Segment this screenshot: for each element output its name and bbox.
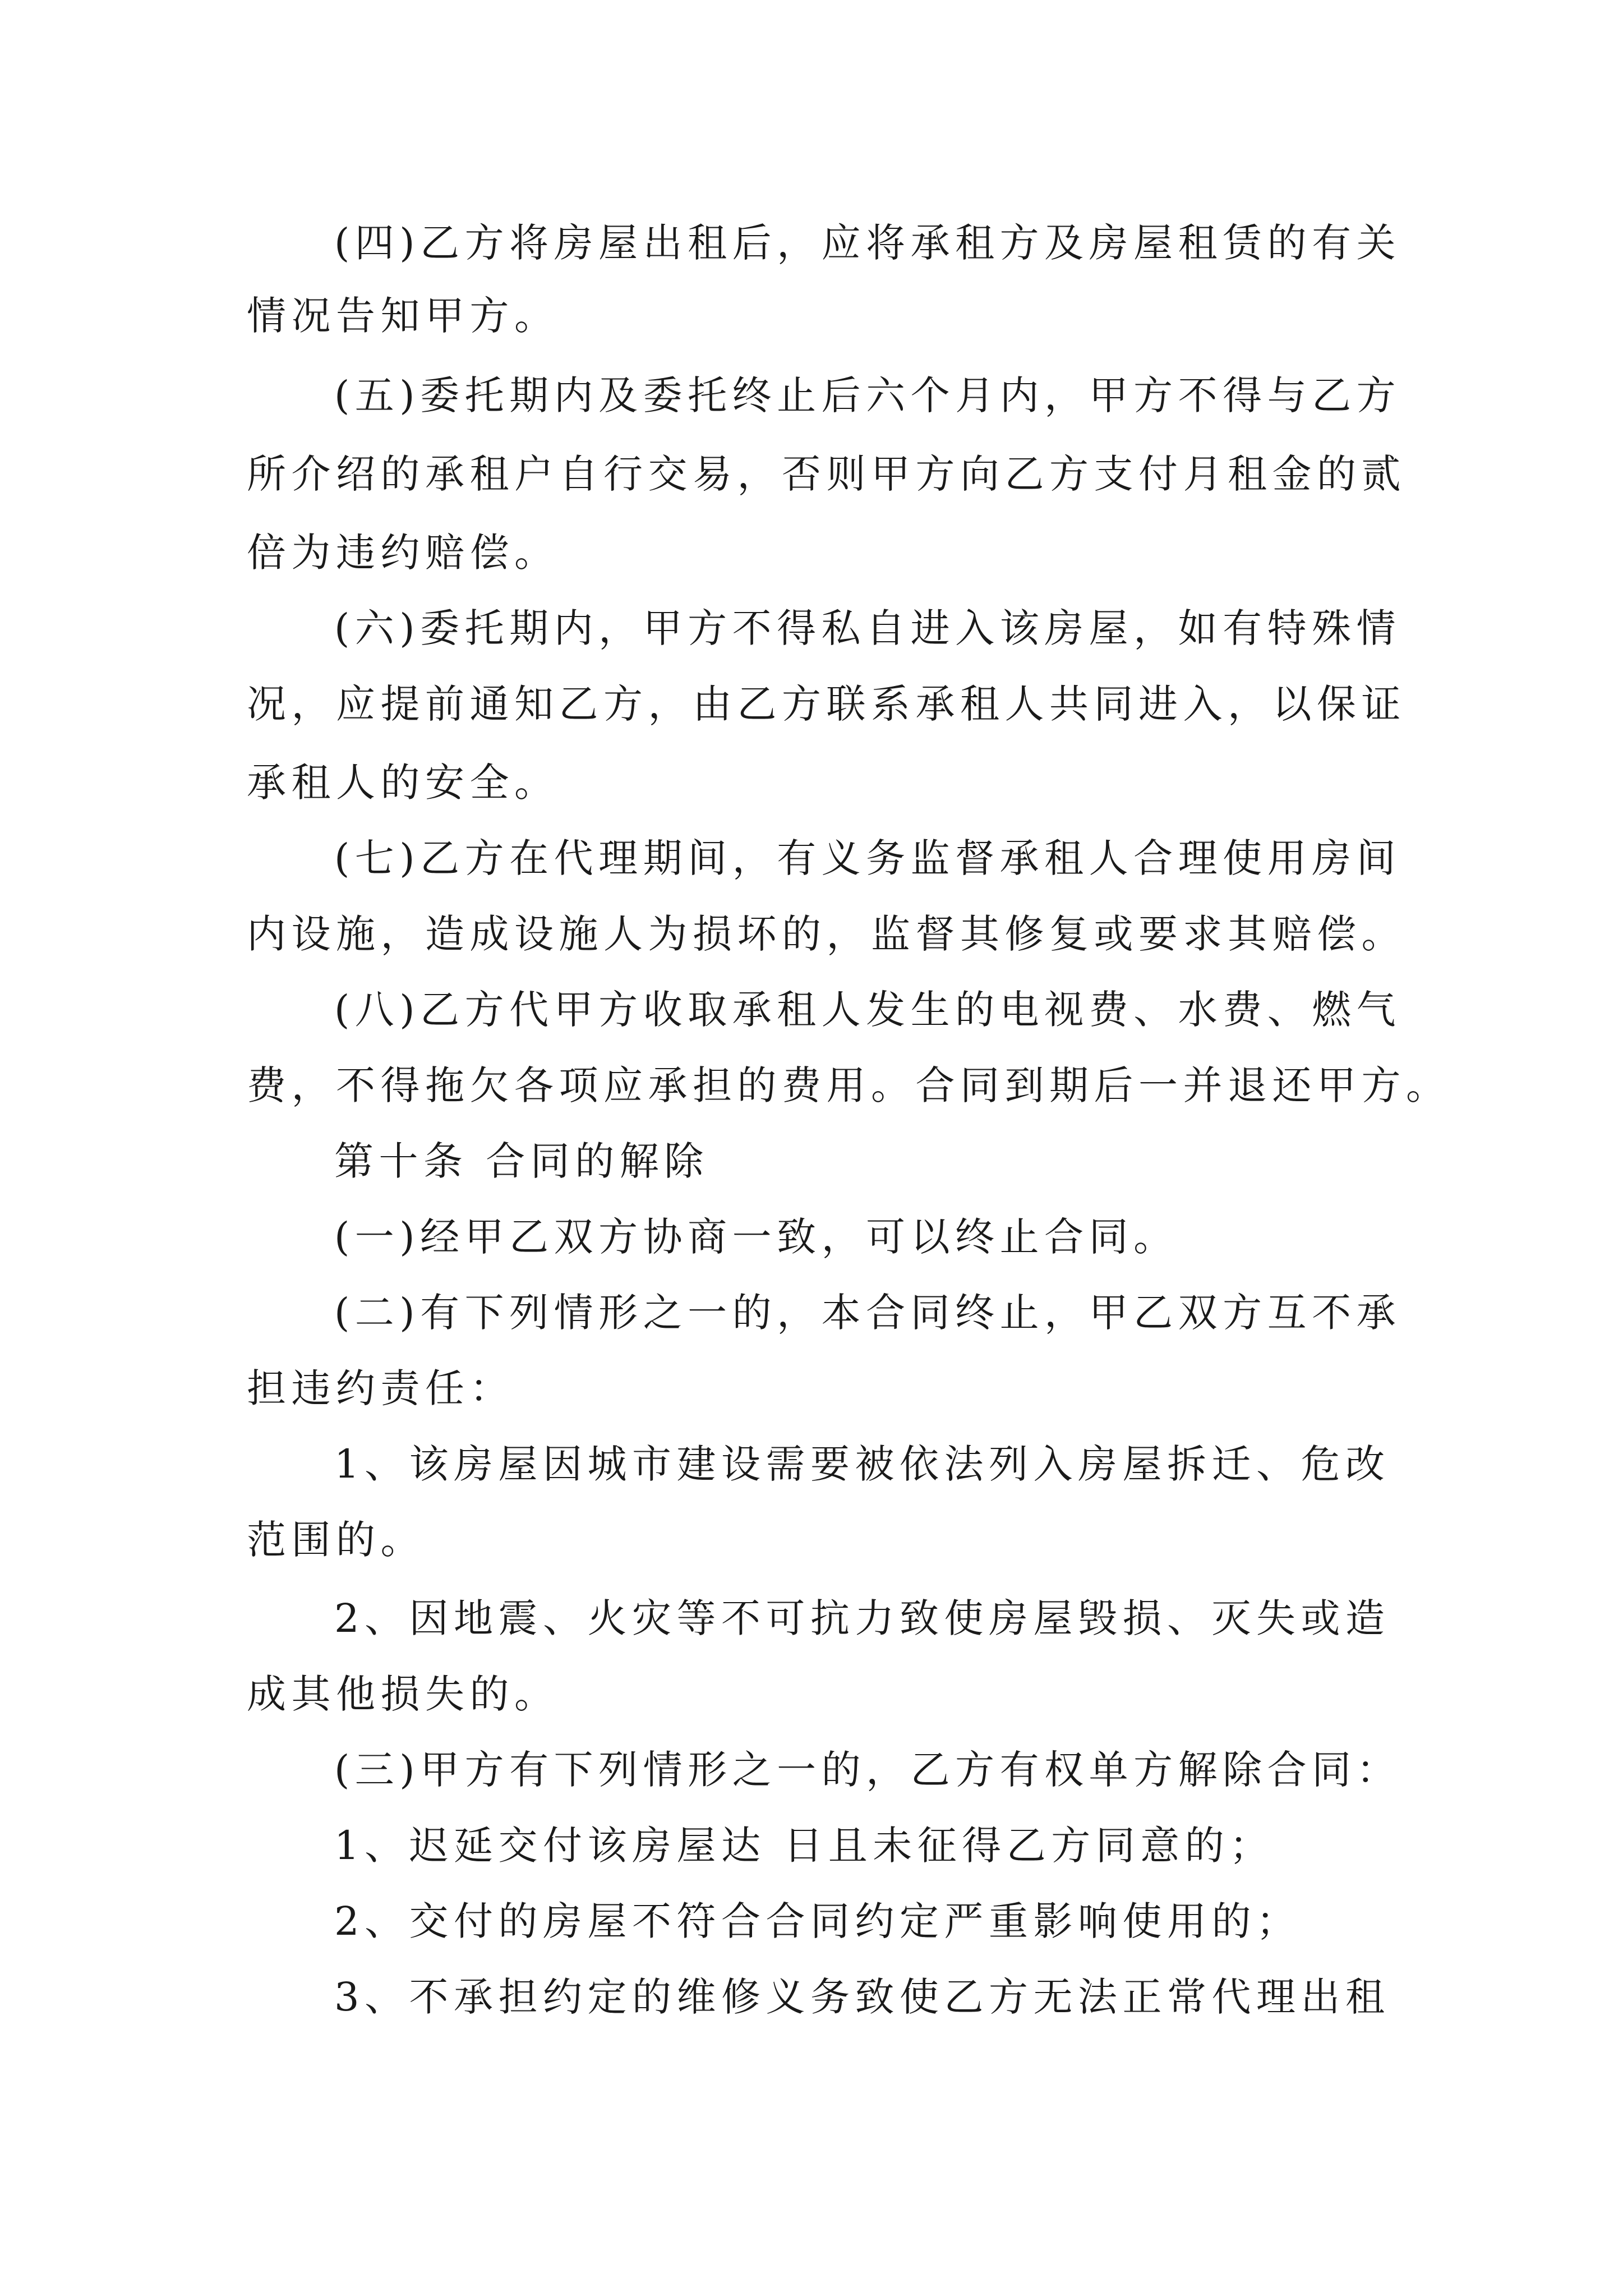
clause-2-item-1-line-1: 1、该房屋因城市建设需要被依法列入房屋拆迁、危改 xyxy=(334,1441,1390,1487)
clause-2-line-2: 担违约责任： xyxy=(247,1365,514,1411)
paragraph-8-line-1: (八)乙方代甲方收取承租人发生的电视费、水费、燃气 xyxy=(334,987,1401,1033)
paragraph-6-line-3: 承租人的安全。 xyxy=(247,760,559,806)
clause-2-line-1: (二)有下列情形之一的，本合同终止，甲乙双方互不承 xyxy=(334,1290,1401,1336)
article-10-heading: 第十条 合同的解除 xyxy=(334,1138,709,1184)
clause-2-item-2-line-1: 2、因地震、火灾等不可抗力致使房屋毁损、灭失或造 xyxy=(334,1595,1390,1641)
paragraph-5-line-1: (五)委托期内及委托终止后六个月内，甲方不得与乙方 xyxy=(334,372,1401,418)
clause-2-item-2-line-2: 成其他损失的。 xyxy=(247,1671,559,1717)
clause-3-item-3: 3、不承担约定的维修义务致使乙方无法正常代理出租 xyxy=(334,1974,1390,2020)
clause-3-item-1: 1、迟延交付该房屋达 日且未征得乙方同意的； xyxy=(334,1823,1274,1869)
paragraph-5-line-3: 倍为违约赔偿。 xyxy=(247,530,559,576)
paragraph-6-line-2: 况，应提前通知乙方，由乙方联系承租人共同进入，以保证 xyxy=(247,681,1406,727)
paragraph-4-line-1: (四)乙方将房屋出租后，应将承租方及房屋租赁的有关 xyxy=(334,220,1401,266)
clause-1-line-1: (一)经甲乙双方协商一致，可以终止合同。 xyxy=(334,1214,1178,1260)
paragraph-6-line-1: (六)委托期内，甲方不得私自进入该房屋，如有特殊情 xyxy=(334,605,1401,651)
clause-3-line-1: (三)甲方有下列情形之一的，乙方有权单方解除合同： xyxy=(334,1747,1401,1793)
paragraph-8-line-2: 费，不得拖欠各项应承担的费用。合同到期后一并退还甲方。 xyxy=(247,1062,1451,1108)
paragraph-4-line-2: 情况告知甲方。 xyxy=(247,293,559,339)
clause-2-item-1-line-2: 范围的。 xyxy=(247,1517,425,1563)
clause-3-item-2: 2、交付的房屋不符合合同约定严重影响使用的； xyxy=(334,1898,1301,1944)
paragraph-7-line-2: 内设施，造成设施人为损坏的，监督其修复或要求其赔偿。 xyxy=(247,911,1406,957)
paragraph-5-line-2: 所介绍的承租户自行交易，否则甲方向乙方支付月租金的贰 xyxy=(247,451,1406,497)
paragraph-7-line-1: (七)乙方在代理期间，有义务监督承租人合理使用房间 xyxy=(334,835,1401,881)
